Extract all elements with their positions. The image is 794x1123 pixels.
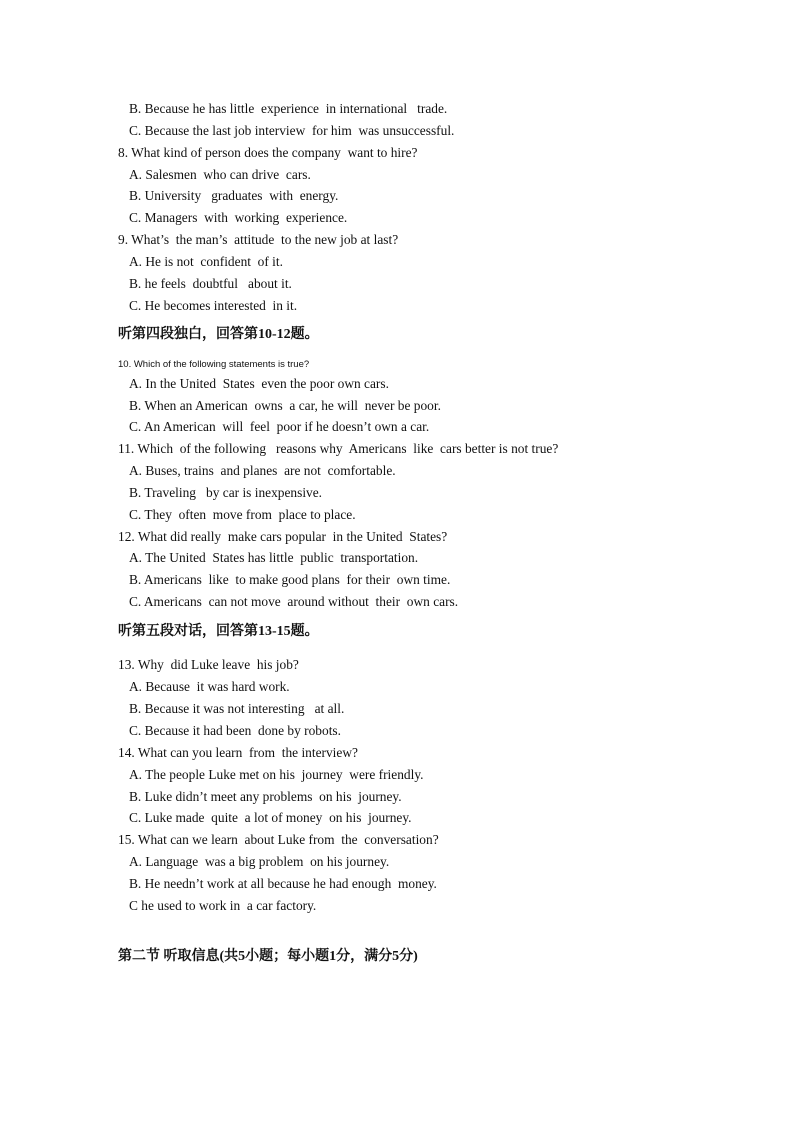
option-11a: A. Buses, trains and planes are not comfortable. [129,463,396,478]
option-10a: A. In the United States even the poor own cars. [129,376,389,391]
option-7c: C. Because the last job interview for him was unsuccessful. [129,123,455,138]
question-9: 9. What’s the man’s attitude to the new job at last? [118,232,399,247]
question-10: 10. Which of the following statements is true? [118,359,310,370]
option-14b: B. Luke didn’t meet any problems on his journey. [129,789,402,804]
option-11b: B. Traveling by car is inexpensive. [129,485,323,500]
question-15: 15. What can we learn about Luke from the conversation? [118,832,439,847]
option-8a: A. Salesmen who can drive cars. [129,167,311,182]
option-14c: C. Luke made quite a lot of money on his journey. [129,810,412,825]
option-9c: C. He becomes interested in it. [129,298,298,313]
option-14a: A. The people Luke met on his journey were friendly. [129,767,424,782]
option-13c: C. Because it had been done by robots. [129,723,341,738]
option-15a: A. Language was a big problem on his journey. [129,854,390,869]
option-10b: B. When an American owns a car, he will never be poor. [129,398,441,413]
question-11: 11. Which of the following reasons why Americans like cars better is not true? [118,441,559,456]
option-13a: A. Because it was hard work. [129,679,290,694]
option-9a: A. He is not confident of it. [129,254,283,269]
question-8: 8. What kind of person does the company want to hire? [118,145,418,160]
option-7b: B. Because he has little experience in international trade. [129,101,448,116]
option-13b: B. Because it was not interesting at all. [129,701,345,716]
option-11c: C. They often move from place to place. [129,507,356,522]
question-13: 13. Why did Luke leave his job? [118,657,299,672]
option-12b: B. Americans like to make good plans for their own time. [129,572,451,587]
option-15b: B. He needn’t work at all because he had enough money. [129,876,437,891]
option-8c: C. Managers with working experience. [129,210,348,225]
option-12a: A. The United States has little public transportation. [129,550,419,565]
section-heading-part5: 听第五段对话，回答第13-15题。 [118,624,319,639]
section-heading-part4: 听第四段独白，回答第10-12题。 [118,327,319,342]
option-15c: C he used to work in a car factory. [129,898,317,913]
option-10c: C. An American will feel poor if he doesn’t own a car. [129,419,430,434]
option-12c: C. Americans can not move around without their own cars. [129,594,459,609]
question-12: 12. What did really make cars popular in the United States? [118,529,448,544]
option-9b: B. he feels doubtful about it. [129,276,292,291]
option-8b: B. University graduates with energy. [129,188,339,203]
question-14: 14. What can you learn from the interview? [118,745,358,760]
section-heading-part2: 第二节 听取信息(共5小题；每小题1分，满分5分) [118,949,418,964]
